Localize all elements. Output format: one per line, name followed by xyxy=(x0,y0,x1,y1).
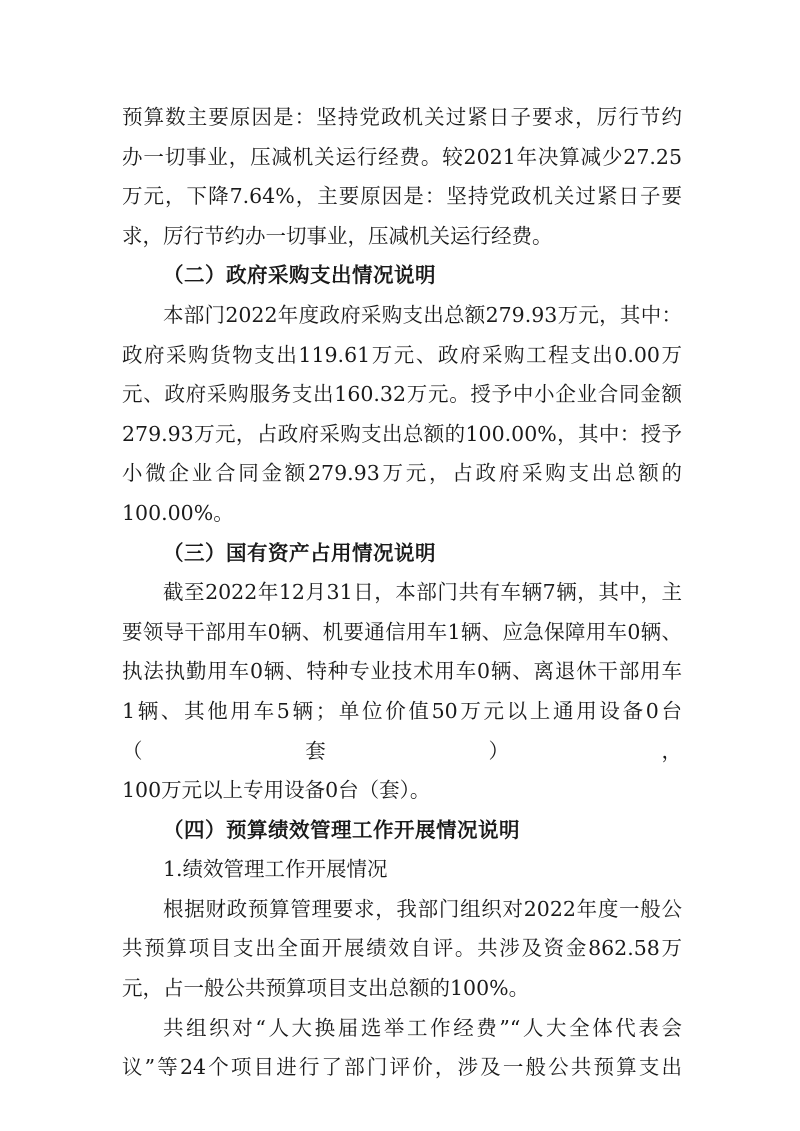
section-heading-procurement xyxy=(122,256,682,296)
text-line: 求，厉行节约办一切事业，压减机关运行经费。 xyxy=(122,223,553,248)
text-line: 元、政府采购服务支出160.32万元。授予中小企业合同金额 xyxy=(122,382,682,407)
subsection-heading-performance-work xyxy=(122,850,682,890)
text-line: 根据财政预算管理要求，我部门组织对2022年度一般公 xyxy=(163,896,682,921)
text-line: 万元，下降7.64%，主要原因是：坚持党政机关过紧日子要 xyxy=(122,184,682,209)
section-heading-assets xyxy=(122,534,682,574)
text-line: 要领导干部用车0辆、机要通信用车1辆、应急保障用车0辆、 xyxy=(122,619,682,644)
text-line: 279.93万元，占政府采购支出总额的100.00%，其中：授予 xyxy=(122,421,682,446)
text-line: 小微企业合同金额279.93万元，占政府采购支出总额的 xyxy=(122,461,682,486)
text-line: 预算数主要原因是：坚持党政机关过紧日子要求，厉行节约 xyxy=(122,105,682,129)
text-line: 1.绩效管理工作开展情况 xyxy=(163,857,388,882)
paragraph-self-evaluation xyxy=(122,890,682,1009)
heading-text: （四）预算绩效管理工作开展情况说明 xyxy=(163,817,520,842)
text-line: 100万元以上专用设备0台（套）。 xyxy=(122,778,431,803)
text-line: 共组织对“人大换届选举工作经费”“人大全体代表会 xyxy=(163,1015,682,1040)
paragraph-continuation xyxy=(122,98,682,256)
text-line: 100.00%。 xyxy=(122,500,234,525)
text-line: 截至2022年12月31日，本部门共有车辆7辆，其中，主 xyxy=(163,580,682,605)
paragraph-procurement xyxy=(122,296,682,534)
text-line: 1辆、其他用车5辆；单位价值50万元以上通用设备0台（套）， xyxy=(122,698,682,763)
text-line: 本部门2022年度政府采购支出总额279.93万元，其中： xyxy=(163,302,682,327)
text-line: 元，占一般公共预算项目支出总额的100%。 xyxy=(122,976,530,1001)
heading-text: （二）政府采购支出情况说明 xyxy=(163,263,436,288)
text-line: 议”等24个项目进行了部门评价，涉及一般公共预算支出 xyxy=(122,1055,682,1080)
text-line: 共预算项目支出全面开展绩效自评。共涉及资金862.58万 xyxy=(122,936,682,961)
paragraph-department-evaluation xyxy=(122,1009,682,1088)
section-heading-performance xyxy=(122,811,682,851)
text-line: 办一切事业，压减机关运行经费。较2021年决算减少27.25 xyxy=(122,144,682,169)
text-line: 政府采购货物支出119.61万元、政府采购工程支出0.00万 xyxy=(122,342,682,367)
document-page xyxy=(122,98,682,1088)
paragraph-assets xyxy=(122,573,682,811)
text-line: 执法执勤用车0辆、特种专业技术用车0辆、离退休干部用车 xyxy=(122,659,682,684)
heading-text: （三）国有资产占用情况说明 xyxy=(163,540,436,565)
